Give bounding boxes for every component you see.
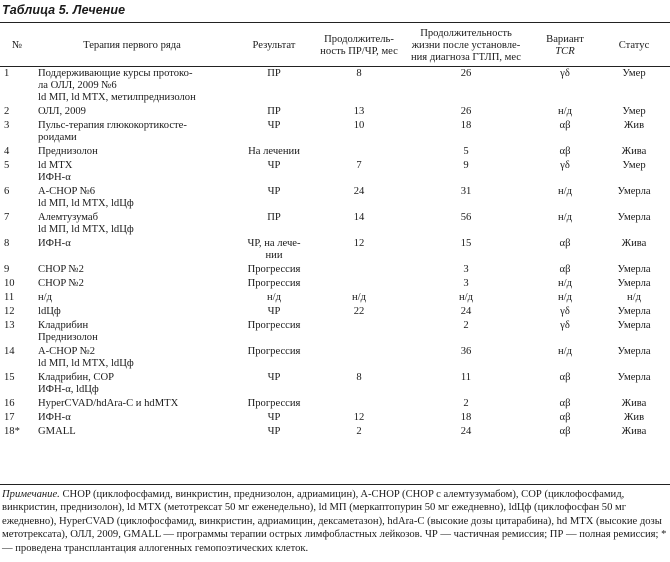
- header-result: Результат: [230, 26, 318, 67]
- cell-result: [230, 277, 318, 291]
- cell-therapy-line: ld МТХ: [38, 160, 73, 171]
- cell-result: [230, 211, 318, 237]
- cell-therapy: [34, 211, 230, 237]
- cell-therapy: [34, 305, 230, 319]
- header-survival: Продолжительность жизни после установле- ния диагноза ГТЛП, мес: [400, 26, 532, 67]
- cell-tcr: н/д: [557, 186, 572, 197]
- cell-tcr: γδ: [560, 160, 570, 171]
- cell-result-line: ЧР: [267, 120, 281, 131]
- cell-tcr: αβ: [559, 412, 571, 423]
- cell-tcr: αβ: [559, 372, 571, 383]
- cell-survival: 24: [460, 306, 472, 317]
- cell-status: Умер: [622, 160, 646, 171]
- cell-status: Умер: [622, 68, 646, 79]
- header-therapy: Терапия первого ряда: [34, 26, 230, 67]
- cell-result: [230, 119, 318, 145]
- cell-therapy: [34, 345, 230, 371]
- cell-result-line: На лечении: [248, 146, 300, 157]
- cell-therapy-line: A-CHOP №6: [38, 186, 96, 197]
- cell-tcr: н/д: [557, 346, 572, 357]
- cell-therapy-line: ldЦф: [38, 306, 61, 317]
- cell-result-line: ЧР, на лече-: [247, 238, 301, 249]
- cell-no: 15: [4, 372, 15, 383]
- cell-result: [230, 67, 318, 106]
- top-rule: [0, 22, 670, 23]
- cell-status: Жива: [621, 398, 647, 409]
- cell-survival: 36: [460, 346, 472, 357]
- cell-duration: 12: [353, 412, 365, 423]
- cell-result-line: нии: [265, 250, 283, 261]
- cell-result: [230, 411, 318, 425]
- cell-survival: 26: [460, 106, 472, 117]
- table-row: [0, 305, 670, 319]
- cell-therapy-line: Пульс-терапия глюкокортикосте-: [38, 120, 187, 131]
- cell-no: 10: [4, 278, 15, 289]
- cell-survival: 3: [463, 264, 469, 275]
- cell-survival: н/д: [458, 292, 473, 303]
- cell-status: Жива: [621, 146, 647, 157]
- cell-therapy-line: HyperCVAD/hdAra-C и hdMTX: [38, 398, 179, 409]
- cell-tcr: αβ: [559, 398, 571, 409]
- cell-result-line: ЧР: [267, 160, 281, 171]
- cell-result: [230, 319, 318, 345]
- cell-therapy-line: Поддерживающие курсы протоко-: [38, 68, 193, 79]
- cell-result-line: Прогрессия: [247, 320, 301, 331]
- note-text: CHOP (циклофосфамид, винкристин, преднизолон, адриамицин), A-CHOP (CHOP с алемтузумабом), СОР (циклофосфамид, винкристин, преднизолон), ld МТХ (метотрексат 50 мг еженедельно), ld МП (меркаптопурин 50 мг ежедневно), ldЦф (циклофосфан 50 мг ежедневно), HyperCVAD (циклофосфамид, винкристин, адриамицин, дексаметазон), hdAra-C (высокие дозы цитарабина), hd МТХ (высокие дозы метотрексата), ОЛЛ, 2009, GMALL — программы терапии острых лимфобластных лейкозов. ЧР — частичная ремиссия; ПР — полная ремиссия; * — проведена трансплантация аллогенных гемопоэтических клеток.: [2, 489, 667, 554]
- table-row: [0, 237, 670, 263]
- treatment-table: [0, 26, 670, 439]
- cell-status: н/д: [626, 292, 641, 303]
- cell-no: 12: [4, 306, 15, 317]
- cell-therapy-line: Преднизолон: [38, 332, 98, 343]
- cell-tcr: н/д: [557, 278, 572, 289]
- cell-no: 5: [4, 160, 10, 171]
- cell-duration: 8: [356, 68, 362, 79]
- cell-therapy: [34, 119, 230, 145]
- table-body: [0, 67, 670, 440]
- cell-therapy-line: ld МП, ld МТХ, метилпреднизолон: [38, 92, 196, 103]
- table-row: [0, 159, 670, 185]
- cell-therapy: [34, 397, 230, 411]
- cell-status: Жив: [623, 412, 645, 423]
- cell-therapy-line: Кладрибин: [38, 320, 89, 331]
- cell-duration: 8: [356, 372, 362, 383]
- cell-tcr: αβ: [559, 264, 571, 275]
- cell-status: Жива: [621, 238, 647, 249]
- cell-result-line: Прогрессия: [247, 398, 301, 409]
- header-status: Статус: [598, 26, 670, 67]
- cell-tcr: αβ: [559, 238, 571, 249]
- cell-status: Умерла: [617, 278, 651, 289]
- cell-therapy-line: ИФН-α, ldЦф: [38, 384, 99, 395]
- cell-duration: 7: [356, 160, 362, 171]
- cell-survival: 2: [463, 320, 469, 331]
- cell-result-line: ЧР: [267, 186, 281, 197]
- cell-therapy-line: GMALL: [38, 426, 76, 437]
- header-no: №: [0, 26, 34, 67]
- table-row: [0, 425, 670, 439]
- cell-survival: 2: [463, 398, 469, 409]
- cell-result: [230, 425, 318, 439]
- cell-duration: 22: [353, 306, 365, 317]
- cell-therapy: [34, 185, 230, 211]
- cell-no: 13: [4, 320, 15, 331]
- cell-tcr: αβ: [559, 146, 571, 157]
- cell-therapy-line: Преднизолон: [38, 146, 98, 157]
- cell-no: 9: [4, 264, 10, 275]
- cell-result: [230, 145, 318, 159]
- cell-status: Умерла: [617, 306, 651, 317]
- cell-no: 16: [4, 398, 15, 409]
- cell-duration: 13: [353, 106, 365, 117]
- table-row: [0, 119, 670, 145]
- cell-no: 17: [4, 412, 15, 423]
- cell-no: 7: [4, 212, 10, 223]
- cell-survival: 11: [460, 372, 472, 383]
- cell-therapy: [34, 425, 230, 439]
- cell-therapy-line: Кладрибин, СОР: [38, 372, 115, 383]
- cell-status: Умерла: [617, 186, 651, 197]
- cell-result: [230, 105, 318, 119]
- cell-therapy: [34, 237, 230, 263]
- cell-no: 6: [4, 186, 10, 197]
- cell-tcr: н/д: [557, 212, 572, 223]
- cell-therapy: [34, 105, 230, 119]
- cell-tcr: γδ: [560, 320, 570, 331]
- cell-therapy: [34, 145, 230, 159]
- cell-therapy-line: н/д: [38, 292, 53, 303]
- header-row: [0, 26, 670, 67]
- table-row: [0, 345, 670, 371]
- cell-survival: 18: [460, 120, 472, 131]
- cell-therapy-line: Алемтузумаб: [38, 212, 98, 223]
- cell-tcr: γδ: [560, 306, 570, 317]
- cell-no: 14: [4, 346, 15, 357]
- cell-duration: [318, 145, 400, 159]
- cell-status: Умерла: [617, 212, 651, 223]
- cell-result-line: н/д: [266, 292, 281, 303]
- cell-duration: [318, 319, 400, 345]
- cell-result: [230, 159, 318, 185]
- table-row: [0, 185, 670, 211]
- cell-result-line: Прогрессия: [247, 278, 301, 289]
- cell-therapy-line: ld МП, ld МТХ, ldЦф: [38, 358, 134, 369]
- cell-therapy: [34, 277, 230, 291]
- cell-survival: 15: [460, 238, 472, 249]
- table-row: [0, 291, 670, 305]
- cell-survival: 24: [460, 426, 472, 437]
- cell-survival: 5: [463, 146, 469, 157]
- table-row: [0, 211, 670, 237]
- cell-no: 11: [4, 292, 15, 303]
- cell-result-line: ПР: [267, 212, 281, 223]
- header-tcr: Вариант TCR: [532, 26, 598, 67]
- cell-status: Умерла: [617, 372, 651, 383]
- table-row: [0, 397, 670, 411]
- cell-duration: 2: [356, 426, 362, 437]
- cell-result: [230, 237, 318, 263]
- cell-result: [230, 397, 318, 411]
- cell-therapy-line: A-CHOP №2: [38, 346, 96, 357]
- cell-survival: 31: [460, 186, 472, 197]
- cell-result-line: ЧР: [267, 372, 281, 383]
- cell-duration: 10: [353, 120, 365, 131]
- cell-duration: 24: [353, 186, 365, 197]
- cell-no: 4: [4, 146, 10, 157]
- header-duration: Продолжитель- ность ПР/ЧР, мес: [318, 26, 400, 67]
- cell-therapy-line: ld МП, ld МТХ, ldЦф: [38, 224, 134, 235]
- cell-therapy-line: CHOP №2: [38, 264, 84, 275]
- cell-status: Жива: [621, 426, 647, 437]
- table-row: [0, 67, 670, 106]
- cell-therapy-line: ИФН-α: [38, 238, 71, 249]
- cell-survival: 18: [460, 412, 472, 423]
- cell-result-line: ПР: [267, 68, 281, 79]
- table-row: [0, 145, 670, 159]
- cell-result: [230, 291, 318, 305]
- cell-result: [230, 185, 318, 211]
- cell-no: 18*: [4, 426, 20, 437]
- cell-result-line: ЧР: [267, 426, 281, 437]
- cell-result-line: Прогрессия: [247, 264, 301, 275]
- cell-status: Умерла: [617, 320, 651, 331]
- cell-tcr: γδ: [560, 68, 570, 79]
- table-row: [0, 371, 670, 397]
- cell-survival: 56: [460, 212, 472, 223]
- cell-result: [230, 263, 318, 277]
- cell-status: Жив: [623, 120, 645, 131]
- cell-no: 2: [4, 106, 10, 117]
- cell-result: [230, 371, 318, 397]
- cell-therapy-line: ИФН-α: [38, 172, 71, 183]
- cell-survival: 3: [463, 278, 469, 289]
- cell-duration: [318, 263, 400, 277]
- cell-status: Умерла: [617, 264, 651, 275]
- cell-result: [230, 345, 318, 371]
- cell-tcr: н/д: [557, 106, 572, 117]
- table-row: [0, 277, 670, 291]
- cell-status: Умер: [622, 106, 646, 117]
- cell-therapy: [34, 411, 230, 425]
- cell-duration: [318, 345, 400, 371]
- cell-therapy: [34, 319, 230, 345]
- cell-survival: 26: [460, 68, 472, 79]
- table-caption: Таблица 5. Лечение: [2, 3, 126, 17]
- cell-survival: 9: [463, 160, 469, 171]
- cell-therapy-line: ла ОЛЛ, 2009 №6: [38, 80, 117, 91]
- note-label: Примечание.: [2, 489, 60, 500]
- cell-therapy-line: роидами: [38, 132, 77, 143]
- cell-duration: 14: [353, 212, 365, 223]
- cell-therapy-line: ld МП, ld МТХ, ldЦф: [38, 198, 134, 209]
- cell-result-line: ПР: [267, 106, 281, 117]
- cell-no: 8: [4, 238, 10, 249]
- cell-no: 3: [4, 120, 10, 131]
- cell-therapy: [34, 159, 230, 185]
- cell-therapy: [34, 263, 230, 277]
- table-row: [0, 105, 670, 119]
- bottom-rule: [0, 484, 670, 485]
- cell-therapy: [34, 371, 230, 397]
- cell-tcr: αβ: [559, 426, 571, 437]
- table-note: [2, 488, 668, 555]
- cell-duration: 12: [353, 238, 365, 249]
- cell-result-line: ЧР: [267, 412, 281, 423]
- cell-status: Умерла: [617, 346, 651, 357]
- cell-duration: н/д: [351, 292, 366, 303]
- cell-therapy-line: ОЛЛ, 2009: [38, 106, 86, 117]
- cell-tcr: αβ: [559, 120, 571, 131]
- table-row: [0, 411, 670, 425]
- table-row: [0, 263, 670, 277]
- cell-no: 1: [4, 68, 10, 79]
- cell-result-line: ЧР: [267, 306, 281, 317]
- table-row: [0, 319, 670, 345]
- cell-therapy: [34, 67, 230, 106]
- cell-result: [230, 305, 318, 319]
- cell-therapy-line: ИФН-α: [38, 412, 71, 423]
- cell-therapy: [34, 291, 230, 305]
- cell-tcr: н/д: [557, 292, 572, 303]
- cell-result-line: Прогрессия: [247, 346, 301, 357]
- cell-duration: [318, 397, 400, 411]
- cell-therapy-line: CHOP №2: [38, 278, 84, 289]
- cell-duration: [318, 277, 400, 291]
